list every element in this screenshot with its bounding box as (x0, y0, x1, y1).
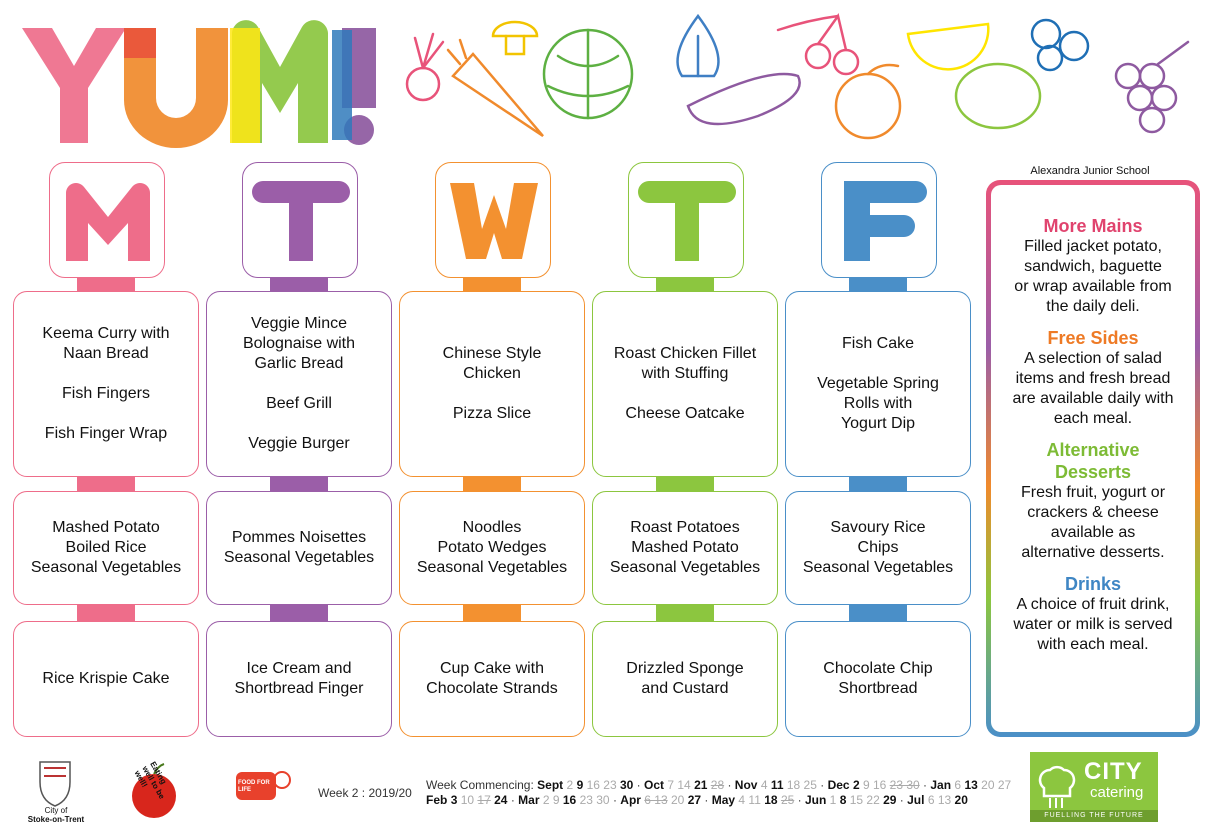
sides-box: Noodles Potato Wedges Seasonal Vegetables (399, 491, 585, 605)
day-letter-icon (58, 171, 158, 271)
sides-box: Savoury Rice Chips Seasonal Vegetables (785, 491, 971, 605)
info-section-body: A selection of salad items and fresh bread are available daily with each meal. (1012, 350, 1174, 427)
sides-box: Roast Potatoes Mashed Potato Seasonal Vegetables (592, 491, 778, 605)
connector (463, 605, 521, 621)
connector (849, 605, 907, 621)
city-logo-sub: catering (1090, 784, 1144, 801)
cabbage-icon (544, 30, 632, 118)
day-letter-box (242, 162, 358, 278)
mushroom-icon (493, 22, 537, 54)
orange-icon (836, 65, 900, 138)
day-letter-box (49, 162, 165, 278)
connector (463, 477, 521, 491)
mains-box: Keema Curry with Naan Bread Fish Fingers Fish Finger Wrap (13, 291, 199, 477)
aubergine-icon (688, 74, 800, 124)
info-section-body: Fresh fruit, yogurt or crackers & cheese available as alternative desserts. (1020, 484, 1166, 561)
grapes-icon (1116, 42, 1188, 132)
day-letter-icon (637, 171, 737, 271)
connector (77, 477, 135, 491)
dessert-box: Ice Cream and Shortbread Finger (206, 621, 392, 737)
week-label: Week 2 : 2019/20 (318, 786, 412, 800)
dessert-box: Rice Krispie Cake (13, 621, 199, 737)
info-panel (986, 180, 1200, 737)
connector (656, 477, 714, 491)
info-section-body: A choice of fruit drink, water or milk is served with each meal. (1013, 596, 1173, 653)
day-letter-icon (251, 171, 351, 271)
city-catering-logo (1030, 752, 1158, 822)
dessert-box: Chocolate Chip Shortbread (785, 621, 971, 737)
info-section-title: Free Sides (1047, 328, 1139, 348)
fruit-illustrations (398, 6, 1208, 156)
week-commencing-dates: Week Commencing: Sept 2 9 16 23 30 · Oct 7 14 21 28 · Nov 4 11 18 25 · Dec 2 9 16 23 30 · Jan 6 13 20 27 Feb 3 10 17 24 · Mar 2 9 16 23 30 · Apr 6 13 20 27 · May 4 11 18 25 · Jun 1 8 15 22 29 · Jul 6 13 20 (426, 778, 1012, 807)
mains-box: Fish Cake Vegetable Spring Rolls with Yogurt Dip (785, 291, 971, 477)
connector (656, 605, 714, 621)
day-column (785, 162, 971, 740)
connector (77, 278, 135, 292)
connector (270, 605, 328, 621)
sides-box: Pommes Noisettes Seasonal Vegetables (206, 491, 392, 605)
food-for-life-text: FOOD FOR LIFE (238, 780, 270, 793)
day-column (399, 162, 585, 740)
cherry-icon (778, 16, 858, 74)
dessert-box: Drizzled Sponge and Custard (592, 621, 778, 737)
connector (77, 605, 135, 621)
garlic-icon (678, 16, 719, 76)
dessert-box: Cup Cake with Chocolate Strands (399, 621, 585, 737)
day-column (13, 162, 199, 740)
day-letter-box (435, 162, 551, 278)
connector (270, 477, 328, 491)
day-letter-box (628, 162, 744, 278)
city-logo-main: CITY (1084, 758, 1143, 785)
carrot-icon (448, 40, 543, 136)
connector (656, 278, 714, 292)
chef-hat-icon (1036, 760, 1076, 810)
lime-icon (956, 64, 1040, 128)
mains-box: Chinese Style Chicken Pizza Slice (399, 291, 585, 477)
lemon-icon (908, 24, 988, 69)
connector (463, 278, 521, 292)
info-section-title: Drinks (1064, 574, 1122, 594)
connector (270, 278, 328, 292)
school-name: Alexandra Junior School (1030, 165, 1150, 177)
sides-box: Mashed Potato Boiled Rice Seasonal Vegetables (13, 491, 199, 605)
council-name: City of Stoke-on-Trent (27, 806, 85, 824)
radish-icon (407, 34, 443, 100)
mains-box: Veggie Mince Bolognaise with Garlic Bread Beef Grill Veggie Burger (206, 291, 392, 477)
yum-logo (12, 18, 392, 148)
day-letter-box (821, 162, 937, 278)
blueberries-icon (1032, 20, 1088, 70)
connector (849, 477, 907, 491)
info-section-title: Alternative Desserts (1046, 440, 1140, 482)
city-logo-tagline: FUELLING THE FUTURE (1030, 810, 1158, 822)
info-section-title: More Mains (1043, 216, 1143, 236)
day-letter-icon (444, 171, 544, 271)
mains-box: Roast Chicken Fillet with Stuffing Cheese Oatcake (592, 291, 778, 477)
day-letter-icon (830, 171, 930, 271)
eating-well-text: Eating well to be well! (132, 760, 169, 801)
day-column (592, 162, 778, 740)
connector (849, 278, 907, 292)
day-column (206, 162, 392, 740)
info-section-body: Filled jacket potato, sandwich, baguette or wrap available from the daily deli. (1014, 238, 1172, 315)
